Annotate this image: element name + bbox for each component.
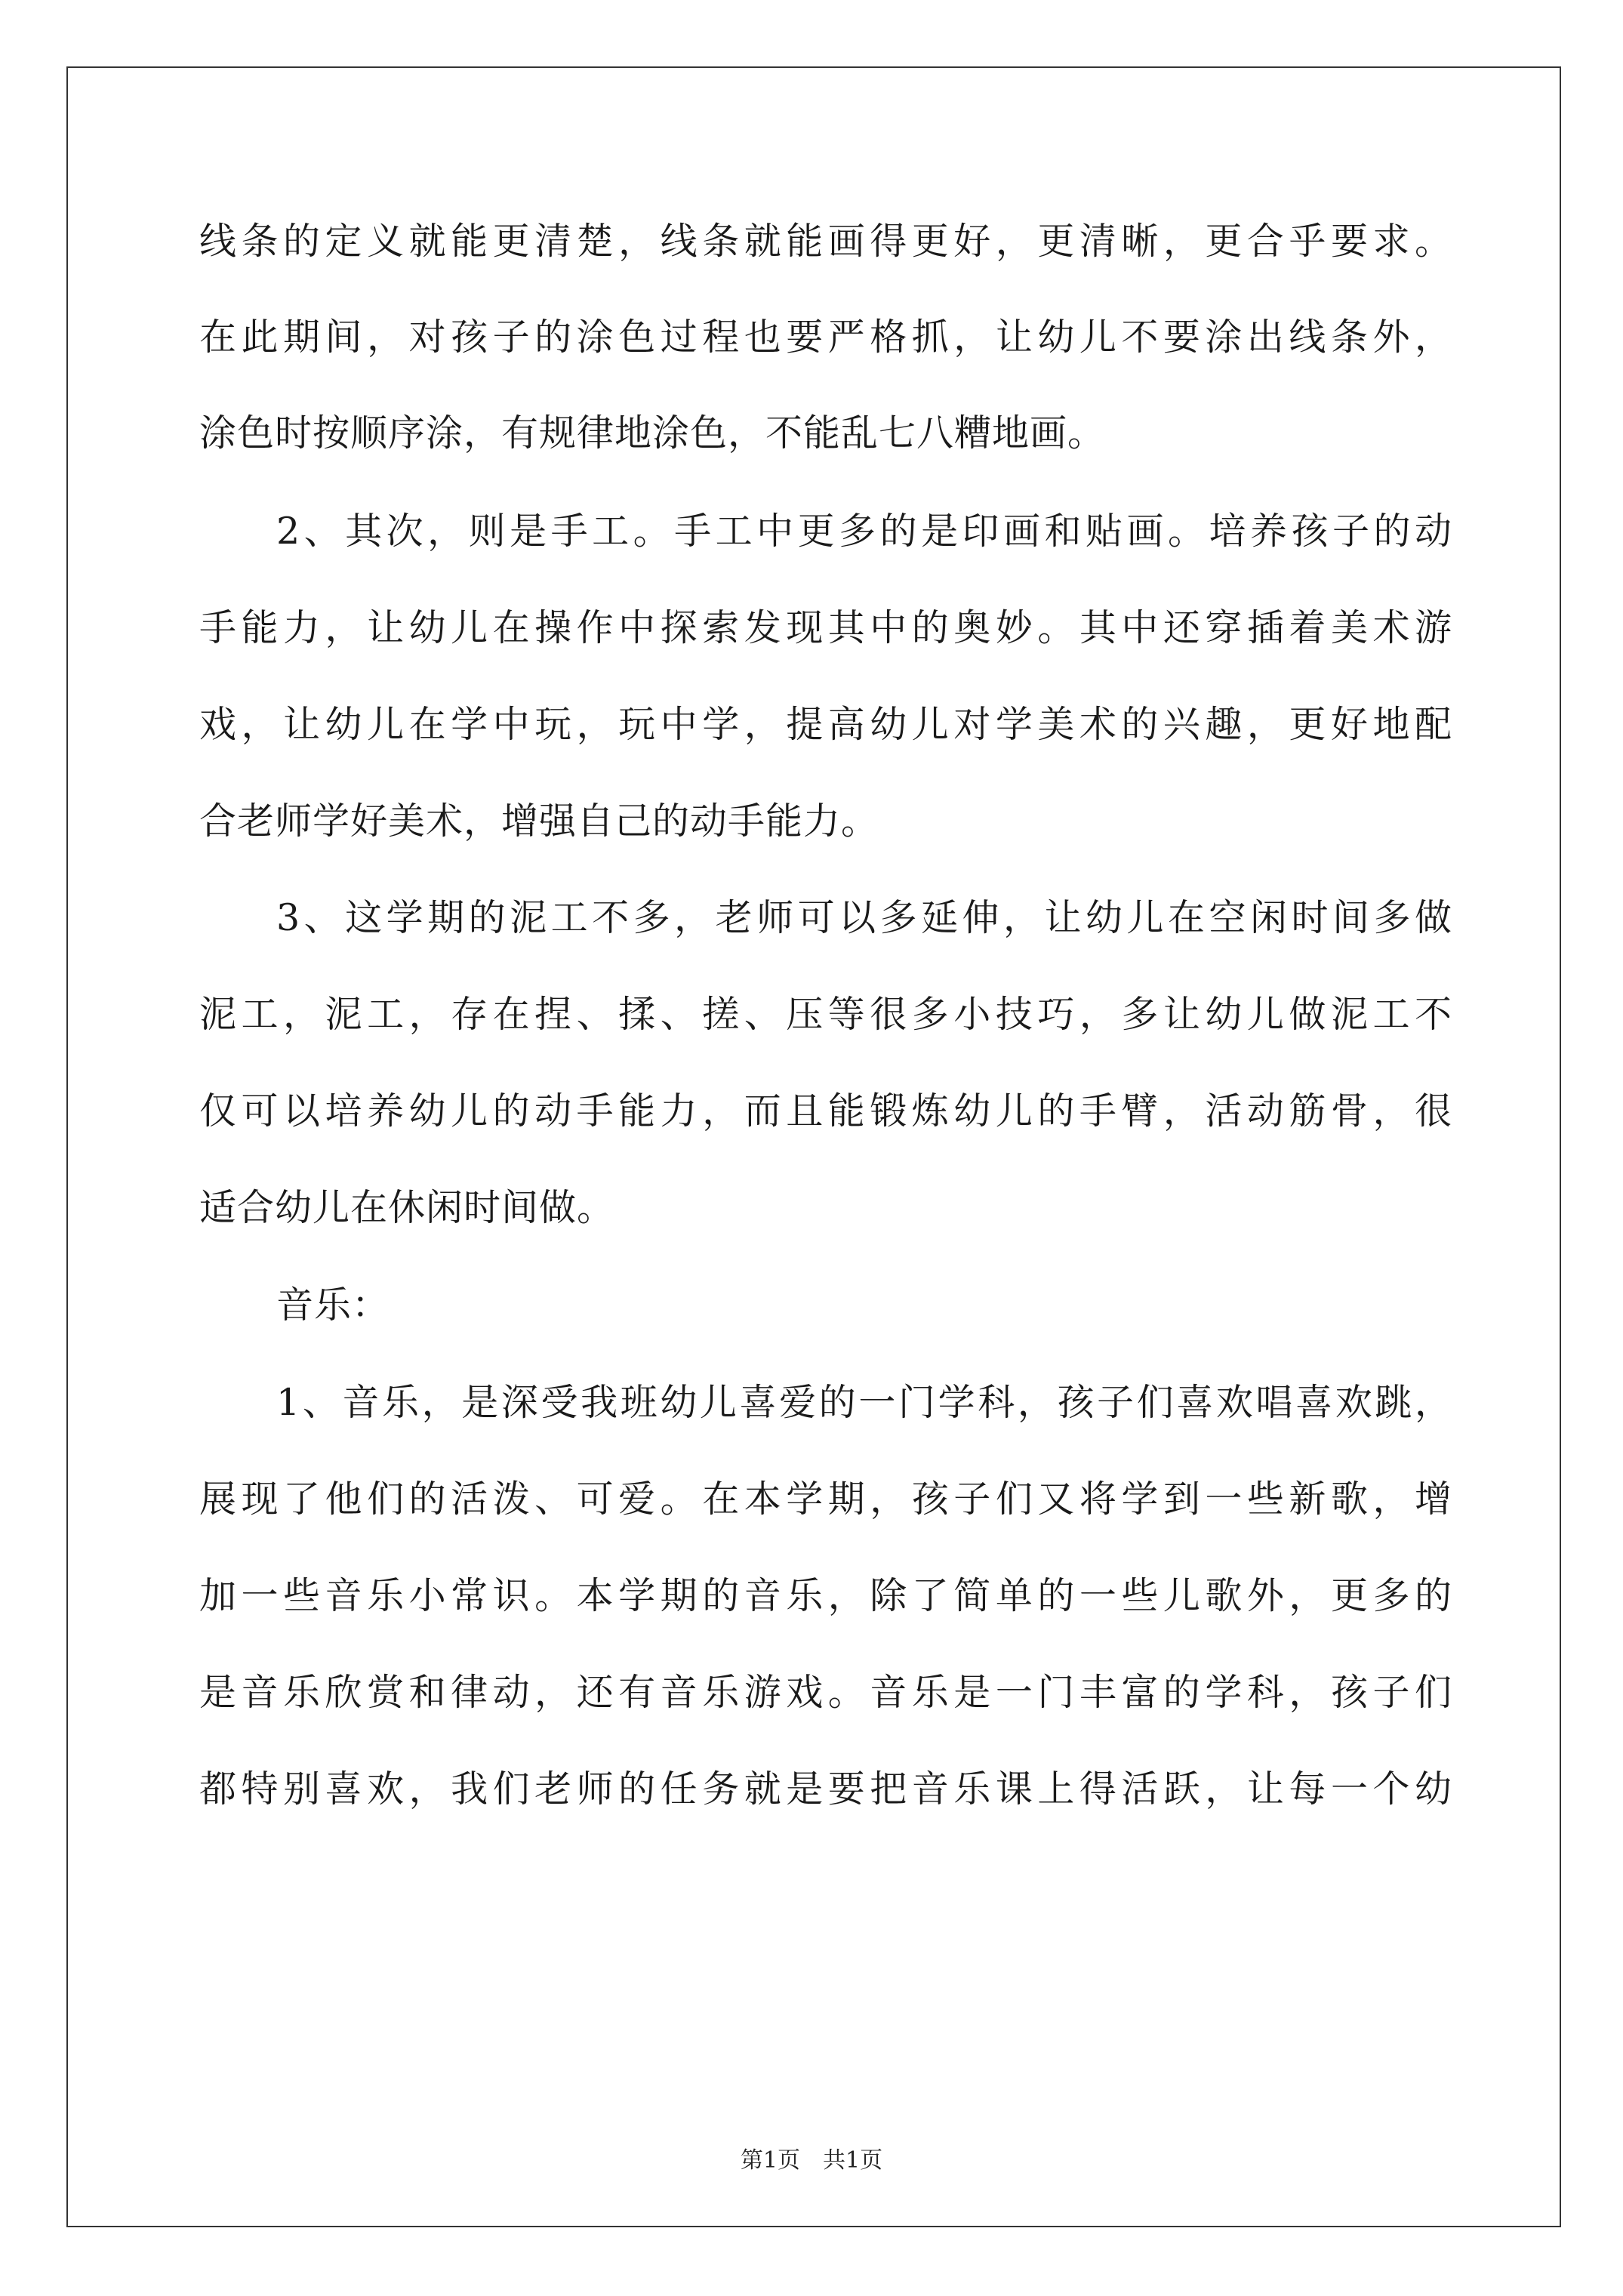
text-line: 手能力，让幼儿在操作中探索发现其中的奥妙。其中还穿插着美术游 xyxy=(199,606,1452,649)
text-line: 戏，让幼儿在学中玩，玩中学，提高幼儿对学美术的兴趣，更好地配 xyxy=(199,703,1452,746)
page-number: 第1页 共1页 xyxy=(740,2147,883,2174)
text-line: 1、音乐，是深受我班幼儿喜爱的一门学科，孩子们喜欢唱喜欢跳， xyxy=(276,1381,1452,1424)
section-heading-music: 音乐： xyxy=(276,1284,390,1327)
text-line: 是音乐欣赏和律动，还有音乐游戏。音乐是一门丰富的学科，孩子们 xyxy=(199,1671,1452,1714)
text-line: 加一些音乐小常识。本学期的音乐，除了简单的一些儿歌外，更多的 xyxy=(199,1574,1452,1617)
text-line: 仅可以培养幼儿的动手能力，而且能锻炼幼儿的手臂，活动筋骨，很 xyxy=(199,1089,1452,1133)
page-border xyxy=(66,66,1561,2227)
text-line: 2、其次，则是手工。手工中更多的是印画和贴画。培养孩子的动 xyxy=(276,510,1452,553)
text-line: 涂色时按顺序涂，有规律地涂色，不能乱七八糟地画。 xyxy=(199,411,1106,455)
text-line: 都特别喜欢，我们老师的任务就是要把音乐课上得活跃，让每一个幼 xyxy=(199,1767,1452,1811)
text-line: 合老师学好美术，增强自己的动手能力。 xyxy=(199,800,879,843)
text-line: 展现了他们的活泼、可爱。在本学期，孩子们又将学到一些新歌，增 xyxy=(199,1478,1452,1521)
text-line: 在此期间，对孩子的涂色过程也要严格抓，让幼儿不要涂出线条外， xyxy=(199,316,1452,359)
text-line: 线条的定义就能更清楚，线条就能画得更好，更清晰，更合乎要求。 xyxy=(199,220,1452,263)
text-line: 泥工，泥工，存在捏、揉、搓、压等很多小技巧，多让幼儿做泥工不 xyxy=(199,993,1452,1036)
text-line: 适合幼儿在休闲时间做。 xyxy=(199,1186,615,1229)
text-line: 3、这学期的泥工不多，老师可以多延伸，让幼儿在空闲时间多做 xyxy=(276,896,1452,939)
